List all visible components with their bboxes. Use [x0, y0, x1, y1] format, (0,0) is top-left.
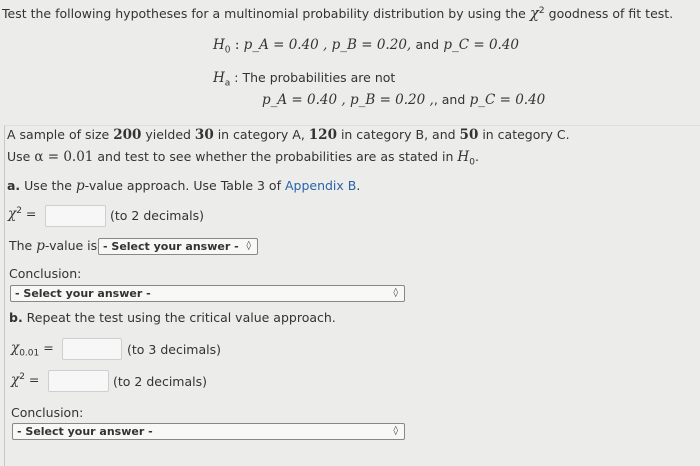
appendix-b-link[interactable]: Appendix B [284, 178, 357, 193]
critical-value-hint: (to 3 decimals) [127, 342, 221, 357]
critical-value-label: $\chi_{0.01}$ = [11, 340, 54, 359]
conclusion-label-a: Conclusion: [9, 266, 82, 281]
sample-text: A sample of size 200 yielded 30 in category A, 120 in category B, and 50 in category C. [7, 127, 570, 143]
conclusion-select-b[interactable]: - Select your answer - ◊ [12, 423, 405, 440]
alt-hypothesis-values: p_A = 0.40 , p_B = 0.20 ,, and p_C = 0.40 [262, 92, 546, 108]
chi-square-input-b[interactable] [48, 370, 109, 392]
chi-square-input-a[interactable] [45, 205, 106, 227]
part-a-heading: a. Use the p-value approach. Use Table 3 of Appendix B. [7, 178, 361, 194]
pvalue-label: The p-value is [9, 238, 98, 254]
conclusion-select-a[interactable]: - Select your answer - ◊ [10, 285, 405, 302]
conclusion-label-b: Conclusion: [11, 405, 84, 420]
critical-value-input[interactable] [62, 338, 122, 360]
alpha-text: Use α = 0.01 and test to see whether the probabilities are as stated in $H_0$. [7, 149, 479, 168]
chi-square-hint-b: (to 2 decimals) [113, 374, 207, 389]
intro-text: Test the following hypotheses for a multinomial probability distribution by using the $\chi^2$ goodness of fit test. [2, 4, 674, 22]
alt-hypothesis: $H_a$ : The probabilities are not [213, 70, 396, 89]
chi-square-hint-a: (to 2 decimals) [110, 208, 204, 223]
null-hypothesis: $H_0$ : p_A = 0.40 , p_B = 0.20, and p_C = 0.40 [213, 37, 520, 56]
part-b-heading: b. Repeat the test using the critical value approach. [9, 310, 336, 325]
select-arrows-icon: ◊ [393, 288, 398, 298]
select-arrows-icon: ◊ [393, 426, 398, 436]
pvalue-select[interactable]: - Select your answer - ◊ [98, 238, 258, 255]
chi-square-label: $\chi^2$ = [8, 206, 37, 223]
select-arrows-icon: ◊ [246, 241, 251, 251]
chi-square-label-b: $\chi^2$ = [11, 372, 40, 389]
